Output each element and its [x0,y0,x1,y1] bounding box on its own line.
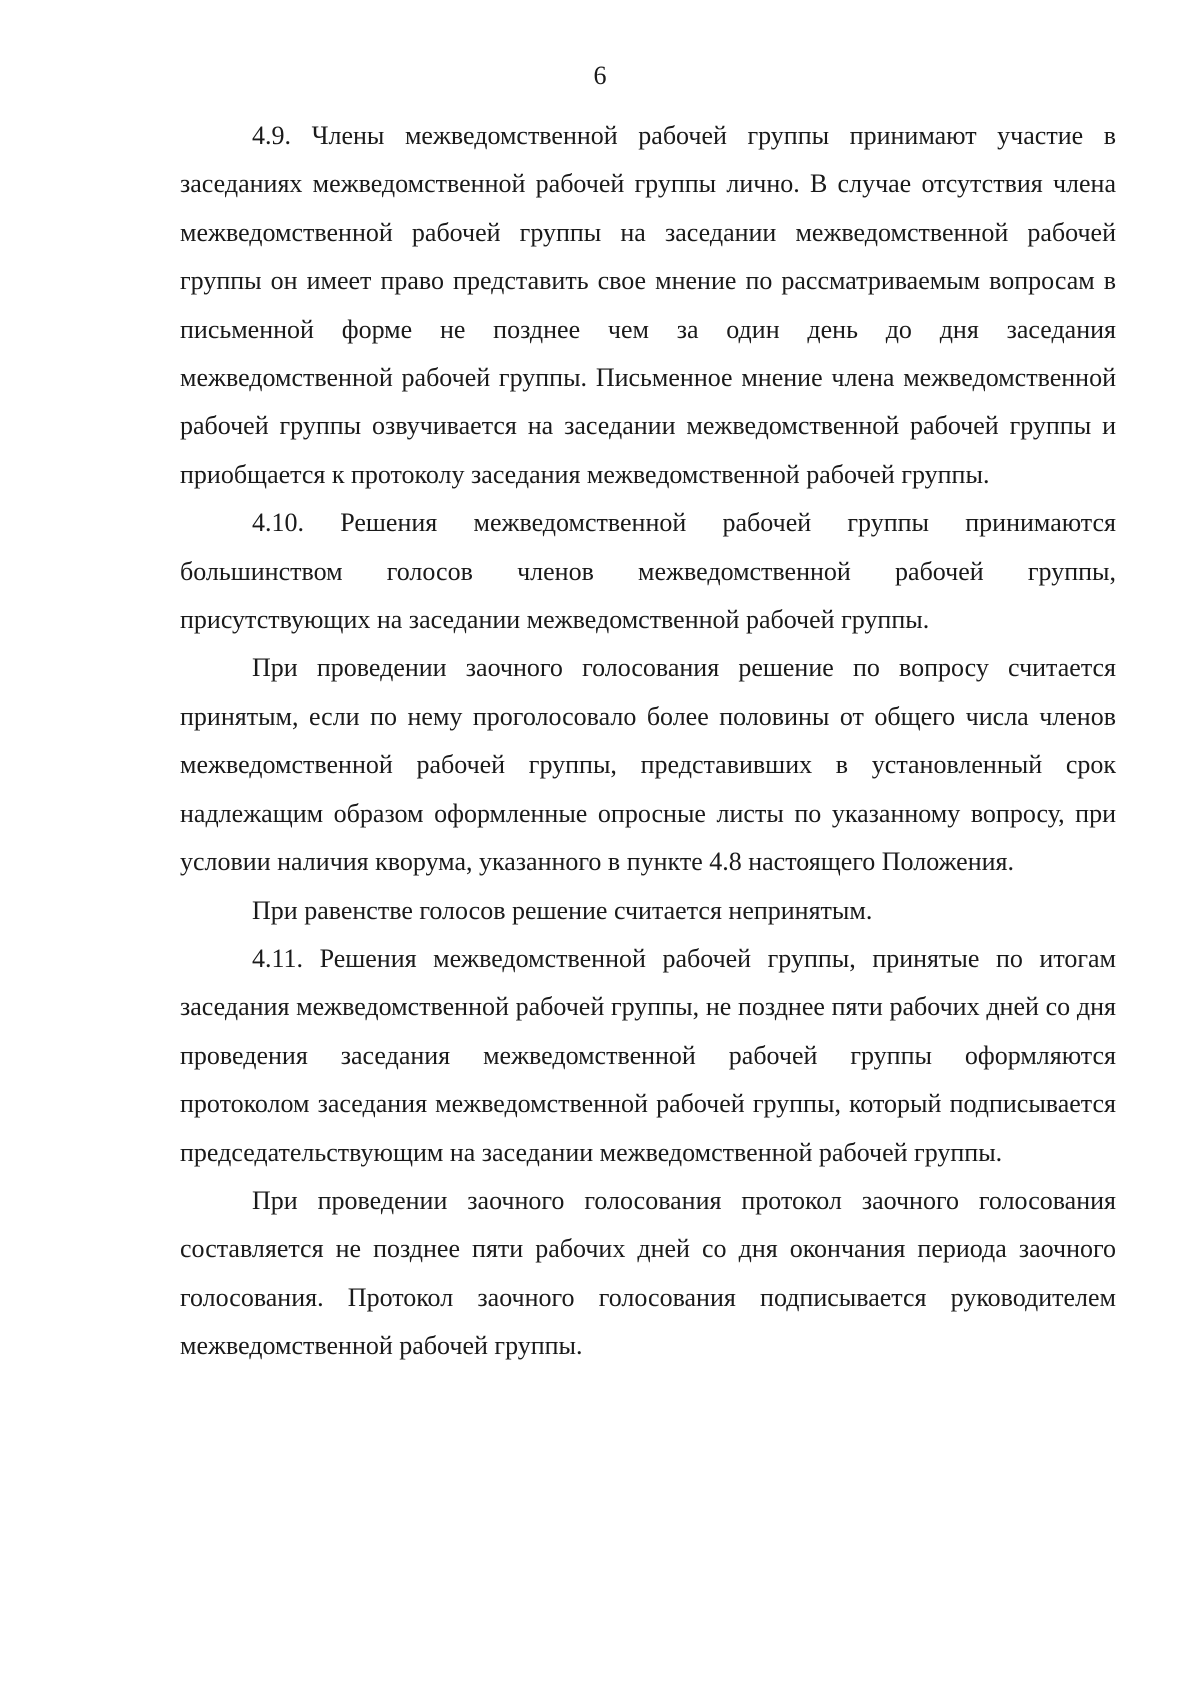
paragraph-4-11: 4.11. Решения межведомственной рабочей группы, принятые по итогам заседания межведомственной рабочей группы, не позднее пяти рабочих дней со дня проведения заседания межведомственной рабочей группы оформляются протоколом заседания межведомственной рабочей группы, который подписывается председательствующим на заседании межведомственной рабочей группы. [180,943,1116,1167]
page-number: 6 [593,61,607,90]
paragraph-absentee-voting-decision: При проведении заочного голосования решение по вопросу считается принятым, если по нему проголосовало более половины от общего числа членов межведомственной рабочей группы, представивших в установленный срок надлежащим образом оформленные опросные листы по указанному вопросу, при условии наличия кворума, указанного в пункте 4.8 настоящего Положения. [180,653,1116,877]
paragraph-4-9: 4.9. Члены межведомственной рабочей группы принимают участие в заседаниях межведомственной рабочей группы лично. В случае отсутствия члена межведомственной рабочей группы на заседании межведомственной рабочей группы он имеет право представить свое мнение по рассматриваемым вопросам в письменной форме не позднее чем за один день до дня заседания межведомственной рабочей группы. Письменное мнение члена межведомственной рабочей группы озвучивается на заседании межведомственной рабочей группы и приобщается к протоколу заседания межведомственной рабочей группы. [180,121,1116,489]
paragraph-tie-vote: При равенстве голосов решение считается непринятым. [252,895,873,925]
paragraph-absentee-voting-protocol: При проведении заочного голосования протокол заочного голосования составляется не позднее пяти рабочих дней со дня окончания периода заочного голосования. Протокол заочного голосования подписывается руководителем межведомственной рабочей группы. [180,1185,1116,1361]
paragraph-4-10: 4.10. Решения межведомственной рабочей группы принимаются большинством голосов членов межведомственной рабочей группы, присутствующих на заседании межведомственной рабочей группы. [180,508,1116,635]
document-body [180,112,1116,1371]
